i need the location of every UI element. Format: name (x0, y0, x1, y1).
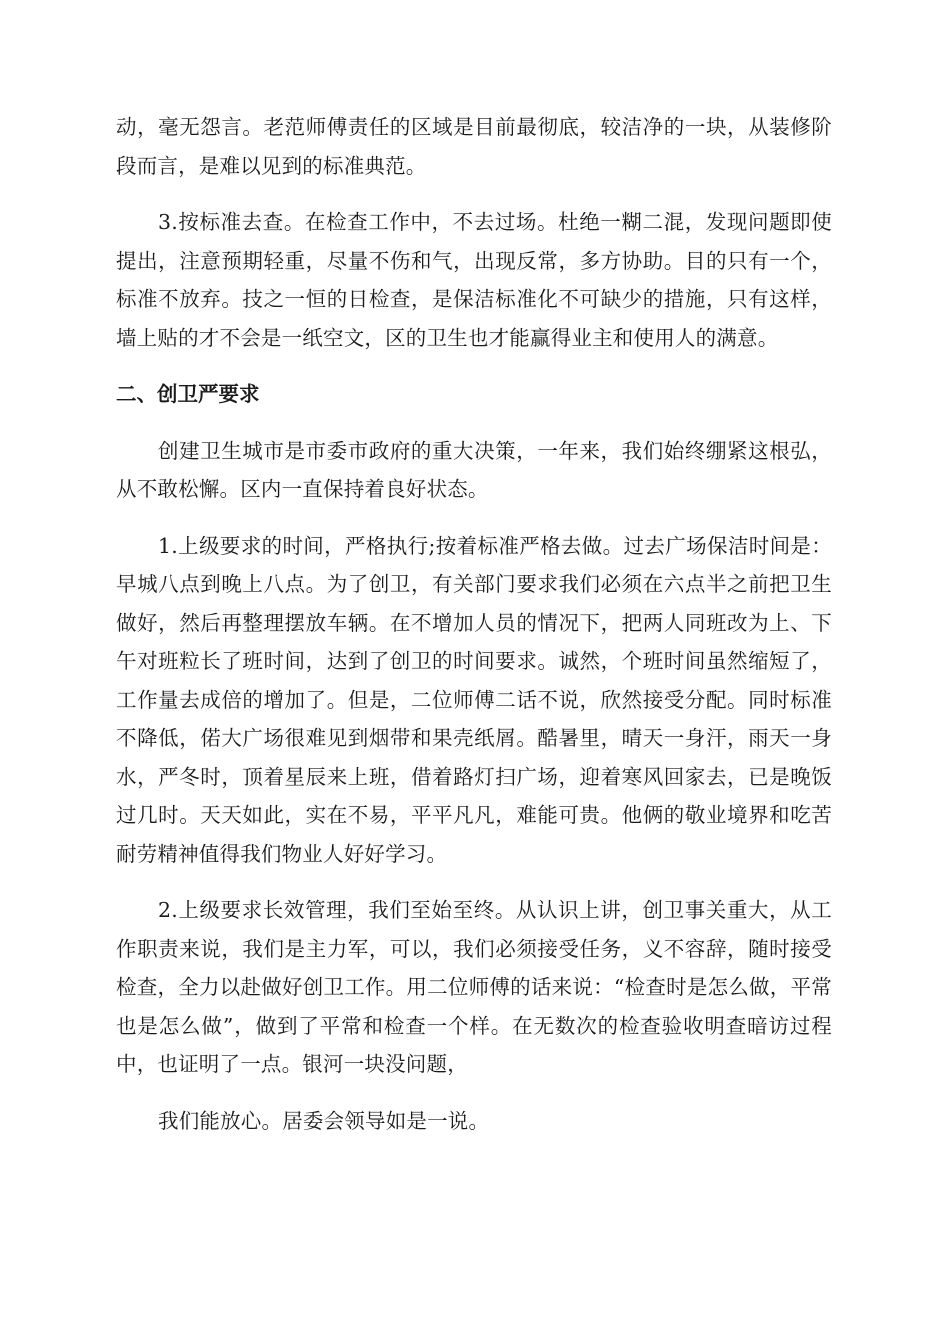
paragraph-continuation: 动，毫无怨言。老范师傅责任的区域是目前最彻底，较洁净的一块，从装修阶段而言，是难以见到的标准典范。 (116, 115, 832, 178)
paragraph-item-1: 1.上级要求的时间，严格执行;按着标准严格去做。过去广场保洁时间是：早城八点到晚上八点。为了创卫，有关部门要求我们必须在六点半之前把卫生做好，然后再整理摆放车辆。在不增加人员的情况下，把两人同班改为上、下午对班粒长了班时间，达到了创卫的时间要求。诚然，个班时间虽然缩短了，工作量去成倍的增加了。但是，二位师傅二话不说，欣然接受分配。同时标准不降低，偌大广场很难见到烟带和果壳纸屑。酷暑里，晴天一身汗，雨天一身水，严冬时，顶着星辰来上班，借着路灯扫广场，迎着寒风回家去，已是晚饭过几时。天天如此，实在不易，平平凡凡，难能可贵。他俩的敬业境界和吃苦耐劳精神值得我们物业人好好学习。 (116, 533, 832, 866)
paragraph-item-3: 3.按标准去查。在检查工作中，不去过场。杜绝一糊二混，发现问题即使提出，注意预期轻重，尽量不伤和气，出现反常，多方协助。目的只有一个，标准不放弃。技之一恒的日检查，是保洁标准化不可缺少的措施，只有这样，墙上贴的才不会是一纸空文，区的卫生也才能赢得业主和使用人的满意。 (116, 210, 832, 350)
paragraph-intro: 创建卫生城市是市委市政府的重大决策，一年来，我们始终绷紧这根弘，从不敢松懈。区内一直保持着良好状态。 (116, 438, 832, 501)
document-page (116, 108, 832, 1140)
paragraph-closing: 我们能放心。居委会领导如是一说。 (158, 1108, 490, 1133)
section-heading: 二、创卫严要求 (116, 382, 260, 406)
paragraph-item-2: 2.上级要求长效管理，我们至始至终。从认识上讲，创卫事关重大，从工作职责来说，我们是主力军，可以，我们必须接受任务，义不容辞，随时接受检查，全力以赴做好创卫工作。用二位师傅的话来说：“检查时是怎么做，平常也是怎么做”，做到了平常和检查一个样。在无数次的检查验收明查暗访过程中，也证明了一点。银河一块没问题， (116, 898, 832, 1076)
